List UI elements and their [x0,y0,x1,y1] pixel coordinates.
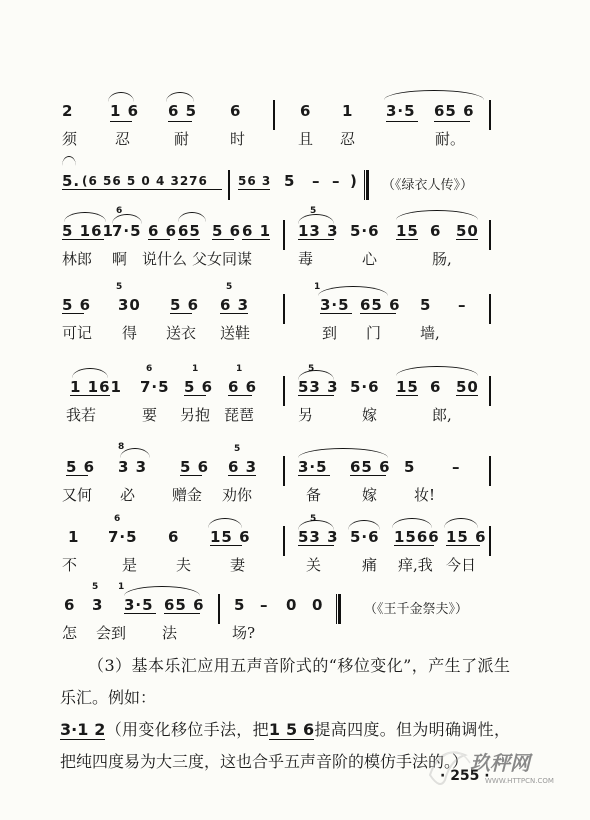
underline [148,239,170,240]
source-citation: （《绿衣人传》） [382,178,474,193]
lyric: 得 [122,324,138,342]
lyric: 场? [232,624,256,642]
lyric: 赠金 [172,486,203,504]
underline [228,475,256,476]
note: 5 6 [212,222,242,240]
underline [178,239,200,240]
note: – [458,296,467,314]
notes [0,582,590,618]
slur [112,214,142,224]
slur [124,586,200,596]
underline [298,395,334,396]
slur [298,520,334,530]
underline [70,395,110,396]
underline [168,121,192,122]
note: 50 [456,378,479,396]
note: 7·5 [112,222,142,240]
lyric: 我若 [66,406,97,424]
underline [456,239,478,240]
note: 6 [168,528,180,546]
bar-line [283,220,285,250]
lyrics [0,248,590,270]
note: 1 6 [110,102,140,120]
paragraph-2-text-a: （用变化移位手法，把 [105,720,269,739]
note: 0 [312,596,324,614]
note: 15 6 [210,528,251,546]
slur [444,518,478,528]
note: 6 3 [220,296,250,314]
underline [124,613,156,614]
lyric: 可记 [62,324,93,342]
note: 5 [284,172,296,190]
bar-line [283,526,285,556]
lyric: 夫 [176,556,192,574]
note: – [312,172,321,190]
lyric: 法 [162,624,178,642]
underline [396,239,418,240]
underline [396,395,418,396]
lyrics [0,554,590,576]
underline [180,475,202,476]
bar-line [283,456,285,486]
notes [0,282,590,318]
note: 3·5 [386,102,416,120]
note: 6 1 [242,222,272,240]
note: 5 6 [170,296,200,314]
bar-line [489,100,491,130]
note: 6 [64,596,76,614]
lyric: 嫁 [362,486,378,504]
lyric: 林郎 [62,250,93,268]
lyric: 今日 [446,556,477,574]
underline [320,313,352,314]
lyric: 嫁 [362,406,378,424]
underline [62,239,104,240]
note: – [332,172,341,190]
note: 5 6 [180,458,210,476]
bar-line [489,526,491,556]
lyrics [0,484,590,506]
note: 5·6 [350,378,380,396]
slur [62,156,76,166]
note: 6 5 [168,102,198,120]
bar-line [228,170,230,200]
note: 5 [420,296,432,314]
note: 3·5 [298,458,328,476]
underline [434,121,470,122]
notes [0,206,590,244]
grace-note: 6 [146,364,153,374]
underline [228,395,252,396]
slur [384,90,484,100]
note: 5. [62,172,81,190]
note: 1566 [394,528,440,546]
slur [166,92,194,102]
lyric: 又何 [62,486,93,504]
slur [298,214,334,224]
lyric: 必 [120,486,136,504]
lyrics [0,322,590,344]
note: 6 3 [228,458,258,476]
lyric: 耐 [174,130,190,148]
grace-note: 5 [116,282,123,292]
note: 6 [300,102,312,120]
note: 0 [286,596,298,614]
underline [446,545,480,546]
underline [110,121,132,122]
underline [62,313,84,314]
underline [170,313,192,314]
lyric: 时 [230,130,246,148]
underline [212,239,234,240]
grace-note: 5 [310,206,317,216]
lyric: 送衣 [166,324,197,342]
bar-line [489,376,491,406]
note: 3·5 [124,596,154,614]
bar-line [218,594,220,624]
lyrics [0,404,590,426]
lyric: 另 [298,406,314,424]
underline [386,121,418,122]
grace-note: 6 [116,206,123,216]
lyrics [0,128,590,150]
bar-line [489,456,491,486]
slur [298,448,388,458]
note: 65 6 [350,458,391,476]
lyric: 耐。 [435,130,466,148]
note: 6 6 [148,222,178,240]
underline [350,475,386,476]
slur [298,370,334,380]
note: 5 6 [62,296,92,314]
note: 3 3 [118,458,148,476]
lyric: 啊 [112,250,128,268]
lyric: 门 [366,324,382,342]
note: 53 3 [298,378,339,396]
page-number: · 255 · [440,768,490,784]
end-bar-line [364,170,369,200]
lyric: 忍 [340,130,356,148]
note: 50 [456,222,479,240]
slur [178,212,206,222]
lyric: 劝你 [222,486,253,504]
slur [348,520,380,530]
lyric: 关 [306,556,322,574]
underline [394,545,434,546]
lyric: 痒,我 [398,556,433,574]
note: 5 [234,596,246,614]
lyric: 备 [306,486,322,504]
underline [298,475,330,476]
grace-note: 1 [192,364,199,374]
lyric: 说什么 [142,250,188,268]
note: 6 [430,222,442,240]
note: 5·6 [350,528,380,546]
note: 3 [92,596,104,614]
notes [0,514,590,550]
underline [242,239,270,240]
slur [108,92,134,102]
lyric: 郎, [432,406,452,424]
note: 5 [404,458,416,476]
note: ) [350,172,358,190]
watermark-url: WWW.HTTPCN.COM [485,777,554,785]
note: 2 [62,102,74,120]
slur [392,518,432,528]
note: 3·5 [320,296,350,314]
slur [120,448,150,458]
underline [298,239,334,240]
lyric: 妻 [230,556,246,574]
lyric: 肠, [432,250,452,268]
note: 53 3 [298,528,339,546]
lyric: 怎 [62,624,78,642]
notation-inline: 3·1 2 [60,720,106,739]
note: 15 [396,222,419,240]
slur [318,286,388,296]
source-citation: （《王千金祭夫》） [364,602,469,617]
lyric: 墙, [420,324,440,342]
underline [220,313,248,314]
lyric: 心 [362,250,378,268]
underline [210,545,242,546]
underline [62,189,222,190]
underline [184,395,206,396]
lyric: 毒 [298,250,314,268]
note: 5 6 [184,378,214,396]
lyric: 送鞋 [220,324,251,342]
lyric: 到 [322,324,338,342]
bar-line [273,100,275,130]
grace-note: 5 [310,514,317,524]
slur [208,518,242,528]
paragraph-1: （3）基本乐汇应用五声音阶式的“移位变化”，产生了派生乐汇。例如： [60,656,510,707]
note: 30 [118,296,141,314]
notation-inline: 1 5 6 [268,720,315,739]
slur [72,368,108,378]
grace-note: 1 [314,282,321,292]
slur [64,212,106,222]
note: 1 [68,528,80,546]
note: 7·5 [140,378,170,396]
lyric: 要 [142,406,158,424]
note: 5 161 [62,222,114,240]
note: 6 6 [228,378,258,396]
paragraph-2-text-b: 提高四度。但为明确调性，把纯四度易为大三度，这也合乎五声音阶的模仿手法的。） [60,720,510,771]
note: 6 [230,102,242,120]
lyric: 忍 [115,130,131,148]
end-bar-line [336,594,341,624]
notes [0,172,590,194]
note: – [260,596,269,614]
lyric: 不 [62,556,78,574]
notes [0,102,590,124]
grace-note: 1 [118,582,125,592]
watermark-text: 玖秤网 [470,751,530,775]
note: 1 161 [70,378,122,396]
lyric: 另抱 [180,406,211,424]
note: (6 56 5 0 4 3276 [82,174,208,188]
note: 15 [396,378,419,396]
grace-note: 1 [236,364,243,374]
note: 7·5 [108,528,138,546]
underline [456,395,478,396]
grace-note: 5 [226,282,233,292]
lyric: 是 [122,556,138,574]
slur [396,366,478,376]
note: 56 3 [238,174,272,188]
underline [238,189,270,190]
lyrics [0,622,590,644]
note: 65 6 [360,296,401,314]
lyric: 父女同谋 [192,250,253,268]
underline [66,475,88,476]
note: 5·6 [350,222,380,240]
bar-line [283,294,285,324]
note: 65 6 [164,596,205,614]
note: 6 [430,378,442,396]
bar-line [489,220,491,250]
lyric: 妆! [414,486,436,504]
note: 15 6 [446,528,487,546]
grace-note: 5 [92,582,99,592]
lyric: 且 [298,130,314,148]
note: 13 3 [298,222,339,240]
note: 1 [342,102,354,120]
note: 5 6 [66,458,96,476]
grace-note: 8 [118,442,125,452]
lyric: 痛 [362,556,378,574]
underline [164,613,200,614]
note: 65 6 [434,102,475,120]
grace-note: 5 [308,364,315,374]
note: 65 [178,222,201,240]
grace-note: 6 [114,514,121,524]
lyric: 会到 [96,624,127,642]
lyric: 须 [62,130,78,148]
note: – [452,458,461,476]
underline [298,545,334,546]
underline [360,313,396,314]
bar-line [283,376,285,406]
bar-line [489,294,491,324]
grace-note: 5 [234,444,241,454]
lyric: 琵琶 [224,406,255,424]
slur [396,210,478,220]
notes [0,442,590,480]
notes [0,364,590,400]
